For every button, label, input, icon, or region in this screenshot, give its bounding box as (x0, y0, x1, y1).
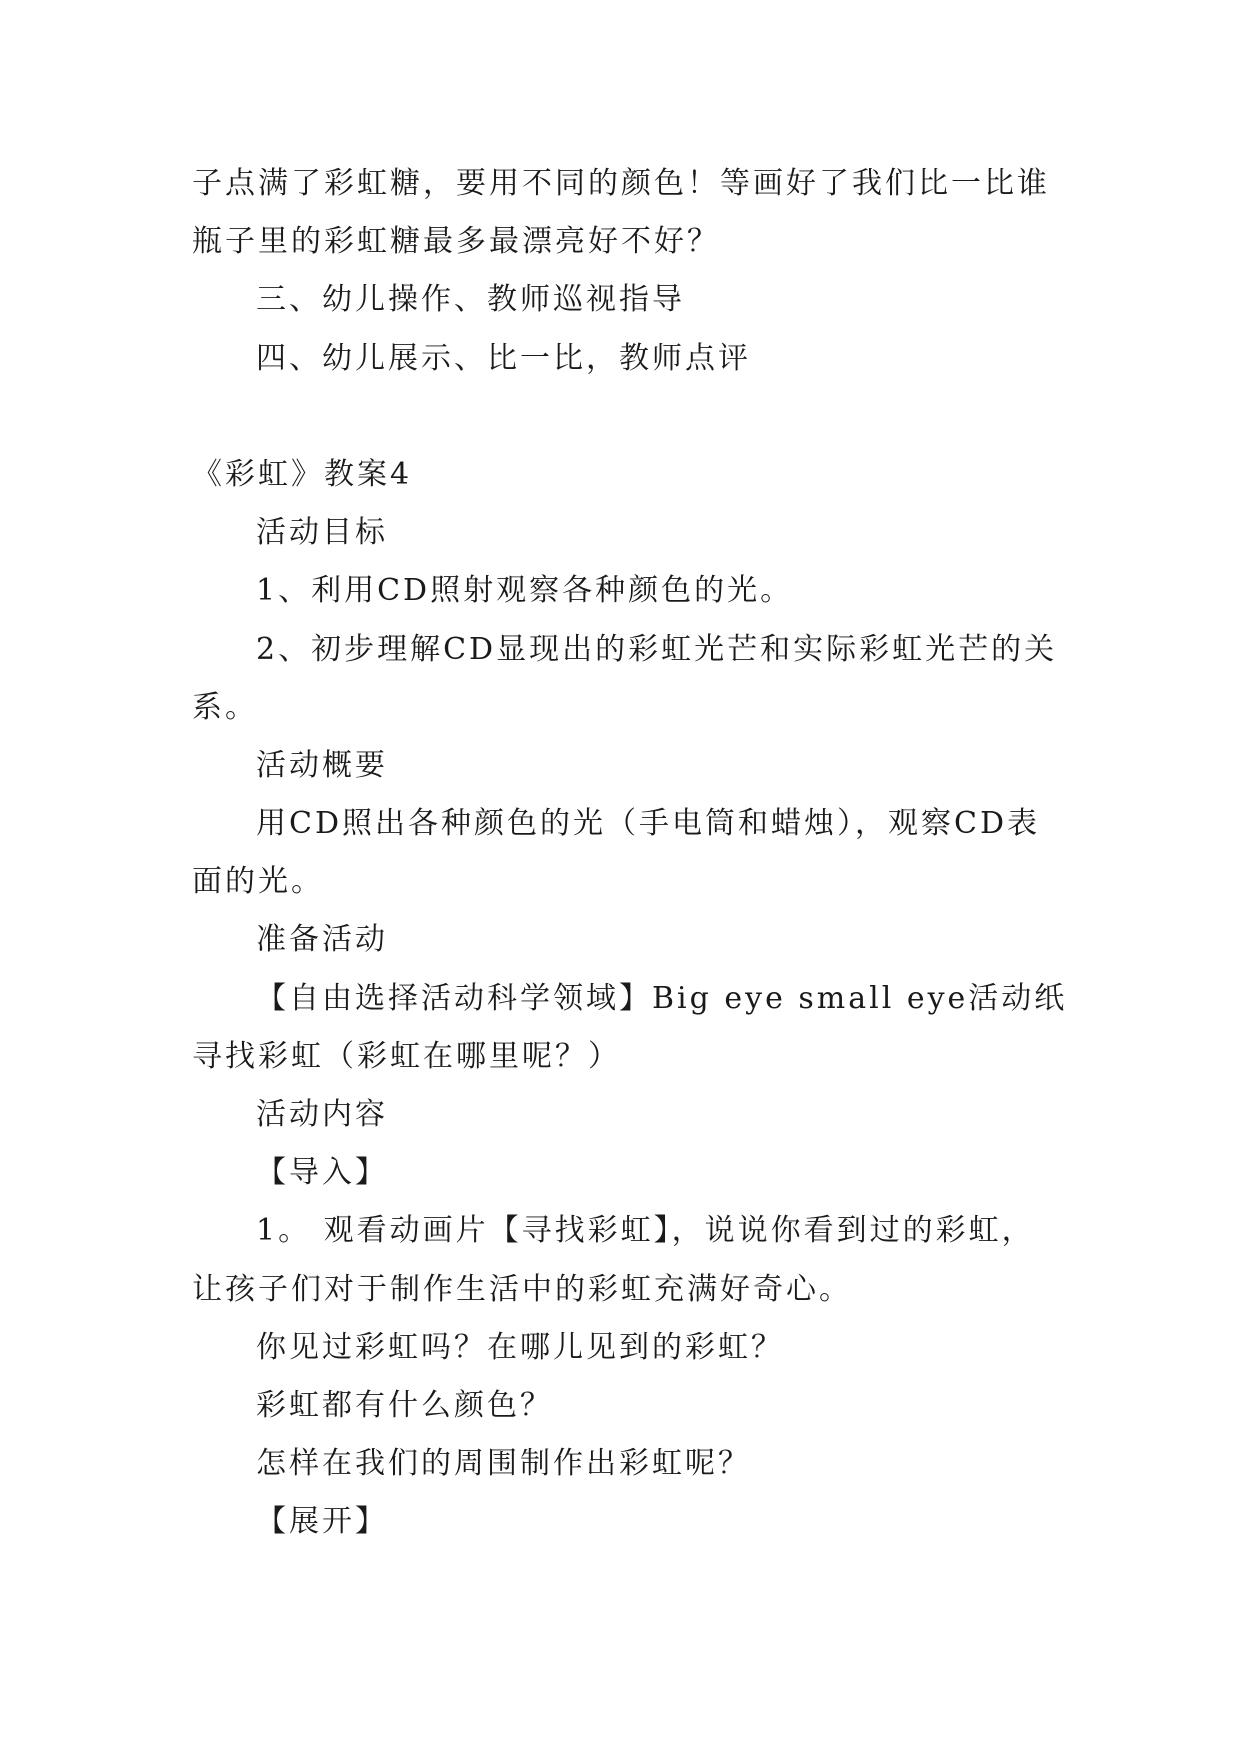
summary-text-continuation: 面的光。 (192, 864, 324, 900)
section-title: 《彩虹》教案4 (192, 456, 413, 492)
paragraph-line: 子点满了彩虹糖，要用不同的颜色！等画好了我们比一比谁 (192, 166, 1050, 201)
goal-heading: 活动目标 (256, 515, 388, 551)
summary-heading: 活动概要 (256, 747, 388, 783)
step-item: 三、幼儿操作、教师巡视指导 (256, 282, 685, 318)
goal-item: 1、利用CD照射观察各种颜色的光。 (256, 573, 794, 609)
intro-item-continuation: 让孩子们对于制作生活中的彩虹充满好奇心。 (192, 1271, 852, 1307)
goal-item-continuation: 系。 (192, 689, 258, 725)
expand-heading: 【展开】 (256, 1504, 388, 1540)
goal-item: 2、初步理解CD显现出的彩虹光芒和实际彩虹光芒的关 (256, 631, 1058, 667)
summary-text: 用CD照出各种颜色的光（手电筒和蜡烛），观察CD表 (256, 806, 1041, 842)
paragraph-line: 瓶子里的彩虹糖最多最漂亮好不好？ (192, 224, 720, 260)
prep-text: 【自由选择活动科学领域】Big eye small eye活动纸 (256, 980, 1068, 1016)
question-item: 怎样在我们的周围制作出彩虹呢？ (256, 1446, 751, 1482)
content-heading: 活动内容 (256, 1097, 388, 1132)
prep-text-continuation: 寻找彩虹（彩虹在哪里呢？） (192, 1038, 621, 1074)
step-item: 四、幼儿展示、比一比，教师点评 (256, 340, 751, 376)
question-item: 彩虹都有什么颜色？ (256, 1387, 553, 1423)
document-body (192, 155, 1068, 1552)
prep-heading: 准备活动 (256, 922, 388, 958)
intro-item: 1。 观看动画片【寻找彩虹】，说说你看到过的彩虹， (256, 1213, 1035, 1249)
question-item: 你见过彩虹吗？在哪儿见到的彩虹？ (256, 1329, 784, 1365)
blank-line (192, 388, 1062, 446)
intro-heading: 【导入】 (256, 1155, 388, 1191)
